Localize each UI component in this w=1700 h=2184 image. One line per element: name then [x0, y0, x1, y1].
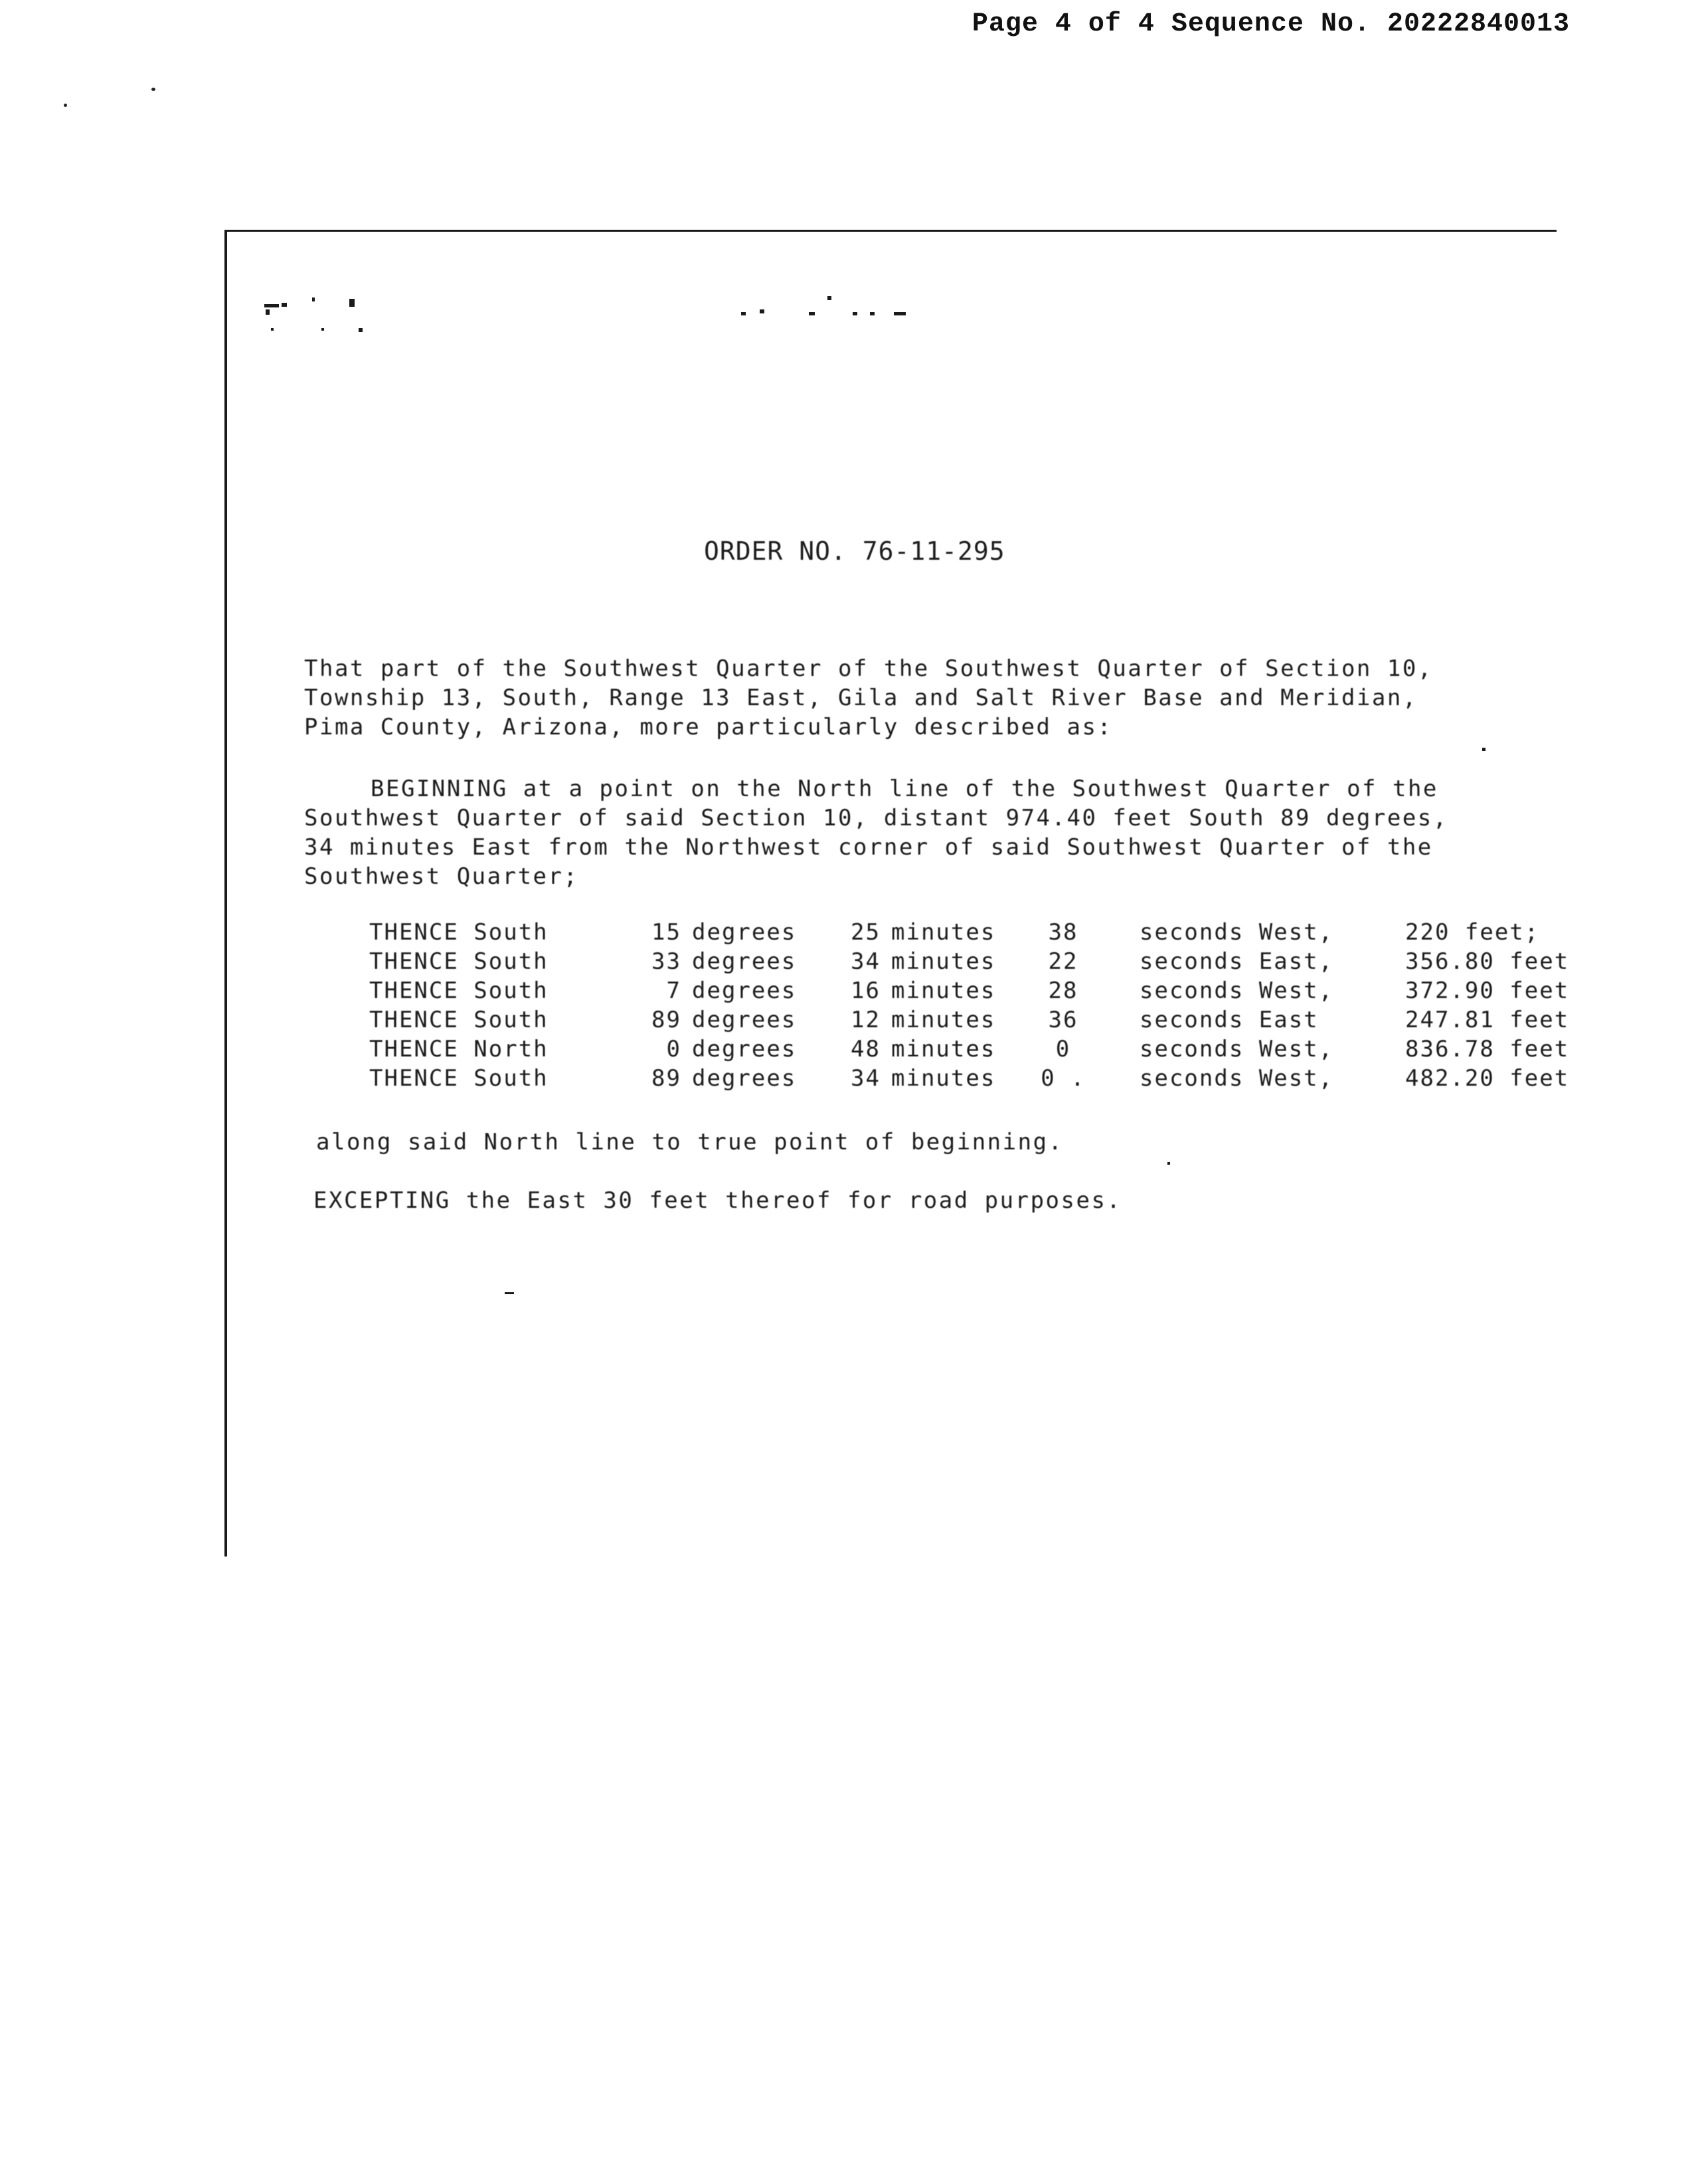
course-direction: THENCE South	[369, 1007, 549, 1033]
course-minutes-word: minutes	[891, 1007, 996, 1033]
course-seconds-word: seconds West,	[1140, 1036, 1334, 1062]
course-degrees-word: degrees	[692, 977, 797, 1004]
course-degrees-word: degrees	[692, 948, 797, 975]
course-distance: 372.90 feet	[1405, 977, 1570, 1004]
course-degrees: 7	[666, 977, 681, 1004]
description-paragraph	[304, 654, 1460, 742]
course-distance: 482.20 feet	[1405, 1065, 1570, 1092]
course-minutes-word: minutes	[891, 948, 996, 975]
course-minutes: 34	[851, 948, 881, 975]
course-seconds-word: seconds East	[1140, 1007, 1319, 1033]
beginning-line: 34 minutes East from the Northwest corner of said Southwest Quarter of the	[304, 834, 1433, 861]
course-seconds-word: seconds West,	[1140, 1065, 1334, 1092]
course-minutes: 25	[851, 919, 881, 946]
course-direction: THENCE South	[369, 948, 549, 975]
description-line: Pima County, Arizona, more particularly described as:	[304, 714, 1113, 740]
beginning-line: BEGINNING at a point on the North line of the Southwest Quarter of the	[371, 776, 1438, 802]
beginning-paragraph	[304, 774, 1460, 891]
course-seconds: 0 .	[1041, 1065, 1086, 1092]
order-title: ORDER NO. 76-11-295	[704, 537, 1005, 566]
course-seconds-word: seconds West,	[1140, 977, 1334, 1004]
course-degrees-word: degrees	[692, 1065, 797, 1092]
course-distance: 247.81 feet	[1405, 1007, 1570, 1033]
course-minutes-word: minutes	[891, 919, 996, 946]
course-minutes-word: minutes	[891, 1036, 996, 1062]
course-distance: 356.80 feet	[1405, 948, 1570, 975]
course-distance: 220 feet;	[1405, 919, 1540, 946]
course-degrees: 33	[651, 948, 681, 975]
course-seconds: 36	[1048, 1007, 1078, 1033]
course-degrees-word: degrees	[692, 1007, 797, 1033]
page-header: Page 4 of 4 Sequence No. 20222840013	[972, 9, 1570, 39]
course-minutes-word: minutes	[891, 1065, 996, 1092]
course-seconds-word: seconds West,	[1140, 919, 1334, 946]
description-line: That part of the Southwest Quarter of the Southwest Quarter of Section 10,	[304, 655, 1433, 682]
course-minutes-word: minutes	[891, 977, 996, 1004]
course-seconds: 22	[1048, 948, 1078, 975]
course-direction: THENCE South	[369, 919, 549, 946]
course-degrees: 89	[651, 1007, 681, 1033]
course-seconds: 0	[1055, 1036, 1071, 1062]
course-minutes: 34	[851, 1065, 881, 1092]
course-degrees: 15	[651, 919, 681, 946]
course-minutes: 16	[851, 977, 881, 1004]
course-degrees-word: degrees	[692, 1036, 797, 1062]
description-line: Township 13, South, Range 13 East, Gila and Salt River Base and Meridian,	[304, 685, 1418, 711]
course-degrees: 89	[651, 1065, 681, 1092]
course-minutes: 12	[851, 1007, 881, 1033]
beginning-line: Southwest Quarter;	[304, 863, 579, 890]
course-seconds: 28	[1048, 977, 1078, 1004]
course-distance: 836.78 feet	[1405, 1036, 1570, 1062]
course-degrees: 0	[666, 1036, 681, 1062]
course-direction: THENCE South	[369, 977, 549, 1004]
course-direction: THENCE North	[369, 1036, 549, 1062]
course-seconds-word: seconds East,	[1140, 948, 1334, 975]
closing-line: along said North line to true point of beginning.	[316, 1129, 1064, 1155]
excepting-line: EXCEPTING the East 30 feet thereof for road purposes.	[313, 1187, 1122, 1214]
course-degrees-word: degrees	[692, 919, 797, 946]
course-minutes: 48	[851, 1036, 881, 1062]
beginning-line: Southwest Quarter of said Section 10, distant 974.40 feet South 89 degrees,	[304, 805, 1448, 831]
course-direction: THENCE South	[369, 1065, 549, 1092]
course-seconds: 38	[1048, 919, 1078, 946]
